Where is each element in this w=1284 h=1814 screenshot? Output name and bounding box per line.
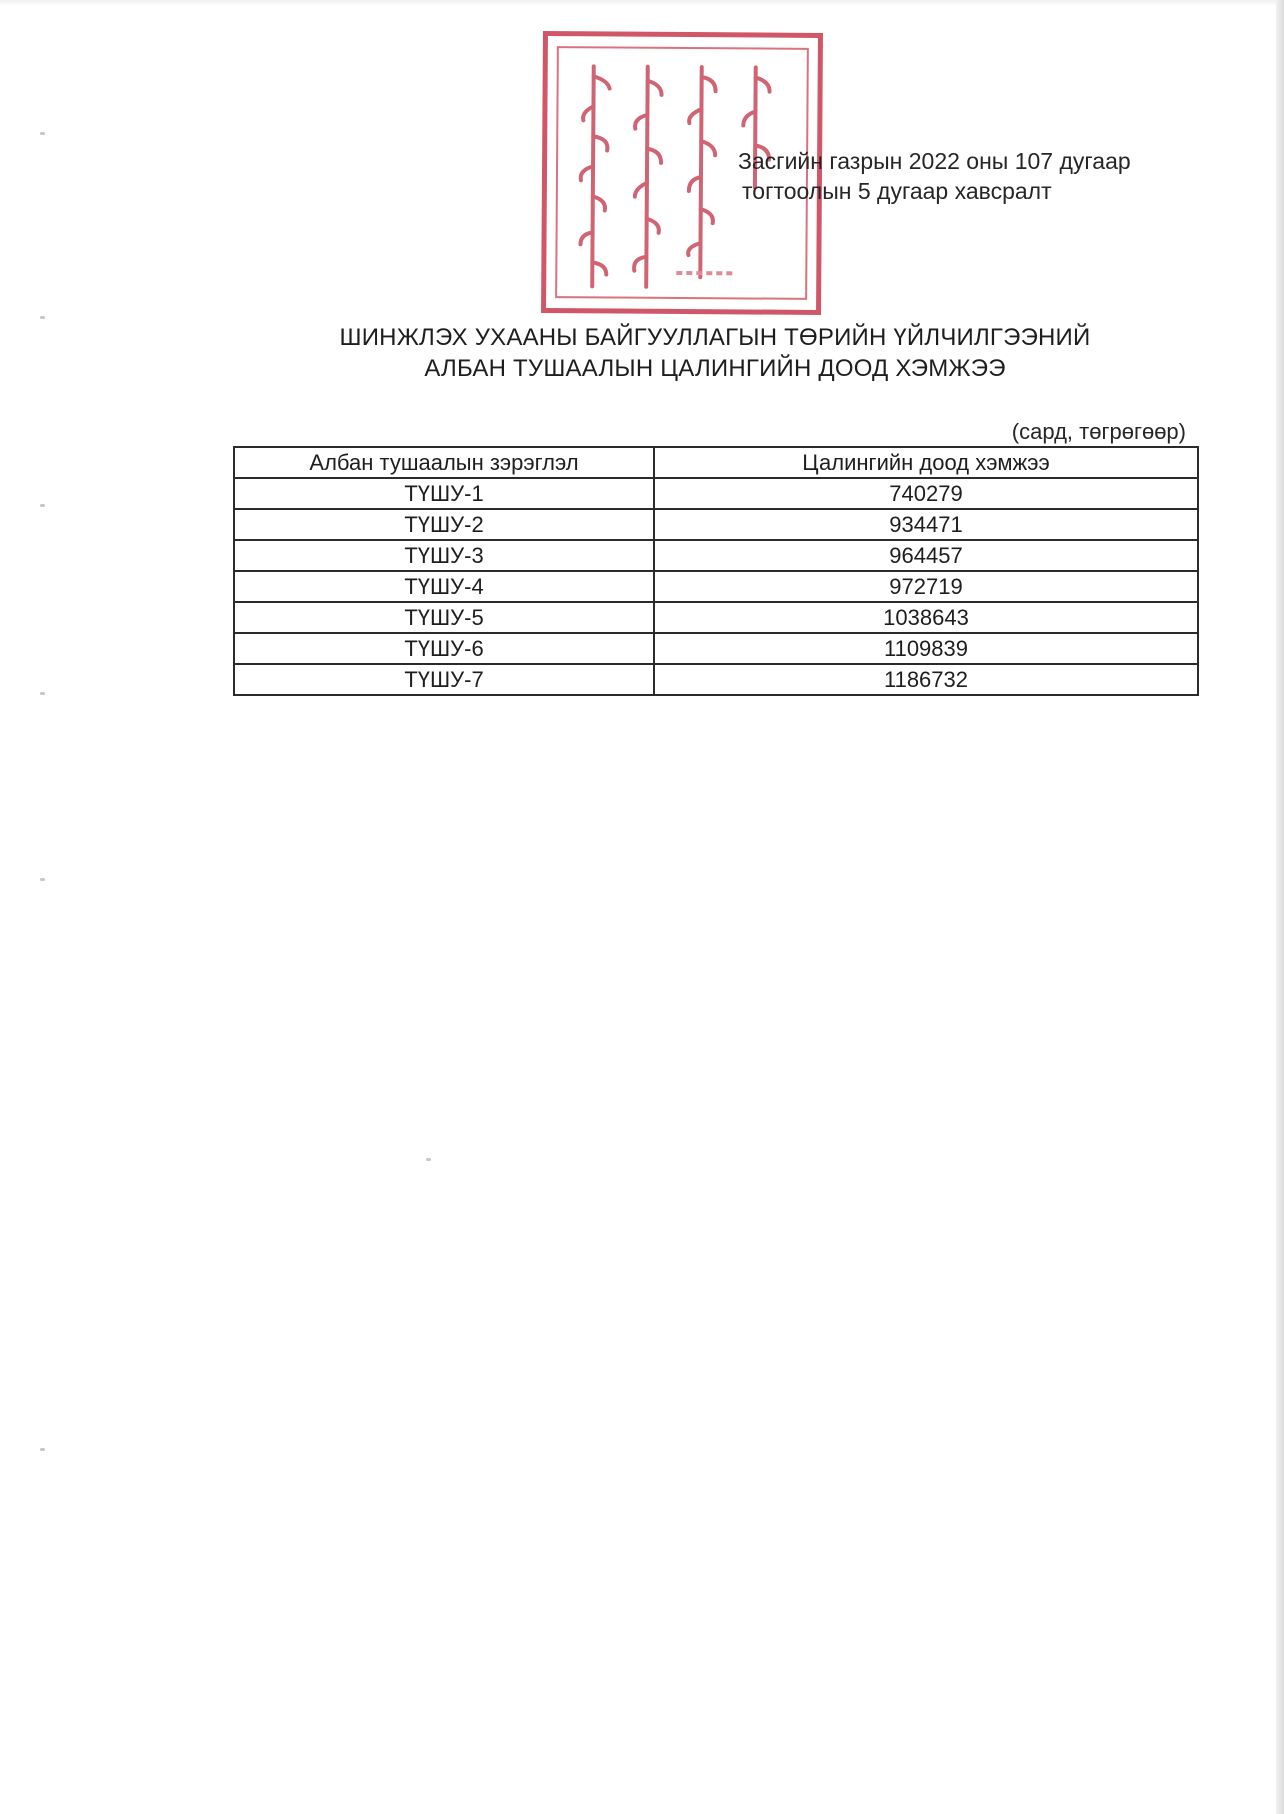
- scan-speck: [40, 316, 45, 319]
- position-grade-cell: ТҮШУ-2: [234, 509, 654, 540]
- table-row: [234, 602, 1198, 633]
- document-title-line-1: ШИНЖЛЭХ УХААНЫ БАЙГУУЛЛАГЫН ТӨРИЙН ҮЙЛЧИЛГЭЭНИЙ: [339, 324, 1091, 351]
- position-grade-cell: ТҮШУ-1: [234, 478, 654, 509]
- annex-note-line-2: тогтоолын 5 дугаар хавсралт: [742, 178, 1052, 204]
- scan-speck: [426, 1158, 431, 1161]
- position-grade-cell: ТҮШУ-6: [234, 633, 654, 664]
- document-title-line-2: АЛБАН ТУШААЛЫН ЦАЛИНГИЙН ДООД ХЭМЖЭЭ: [424, 355, 1006, 382]
- page-right-edge-shadow: [1276, 0, 1284, 1814]
- annex-note-line-1: Засгийн газрын 2022 оны 107 дугаар: [738, 148, 1131, 174]
- scan-speck: [40, 1448, 45, 1451]
- position-grade-cell: ТҮШУ-7: [234, 664, 654, 695]
- minimum-salary-cell: 1038643: [654, 602, 1198, 633]
- table-row: [234, 509, 1198, 540]
- annex-reference-note: [738, 146, 1238, 206]
- currency-unit-note: (сард, төгрөгөөр): [1011, 419, 1186, 444]
- table-row: [234, 664, 1198, 695]
- scan-speck: [40, 132, 45, 135]
- table-row: [234, 571, 1198, 602]
- table-header-row: [234, 447, 1198, 478]
- page-top-edge-shadow: [0, 0, 1284, 6]
- scan-speck: [40, 878, 45, 881]
- table-row: [234, 633, 1198, 664]
- minimum-salary-cell: 1109839: [654, 633, 1198, 664]
- minimum-salary-cell: 934471: [654, 509, 1198, 540]
- scan-speck: [40, 504, 45, 507]
- position-grade-cell: ТҮШУ-4: [234, 571, 654, 602]
- minimum-salary-table: [233, 446, 1199, 696]
- position-grade-cell: ТҮШУ-5: [234, 602, 654, 633]
- minimum-salary-cell: 972719: [654, 571, 1198, 602]
- minimum-salary-cell: 740279: [654, 478, 1198, 509]
- document-title: [250, 322, 1180, 384]
- column-header-minimum-salary: Цалингийн доод хэмжээ: [654, 447, 1198, 478]
- minimum-salary-cell: 1186732: [654, 664, 1198, 695]
- scan-speck: [40, 692, 45, 695]
- table-row: [234, 540, 1198, 571]
- column-header-position-grade: Албан тушаалын зэрэглэл: [234, 447, 654, 478]
- position-grade-cell: ТҮШУ-3: [234, 540, 654, 571]
- table-row: [234, 478, 1198, 509]
- minimum-salary-cell: 964457: [654, 540, 1198, 571]
